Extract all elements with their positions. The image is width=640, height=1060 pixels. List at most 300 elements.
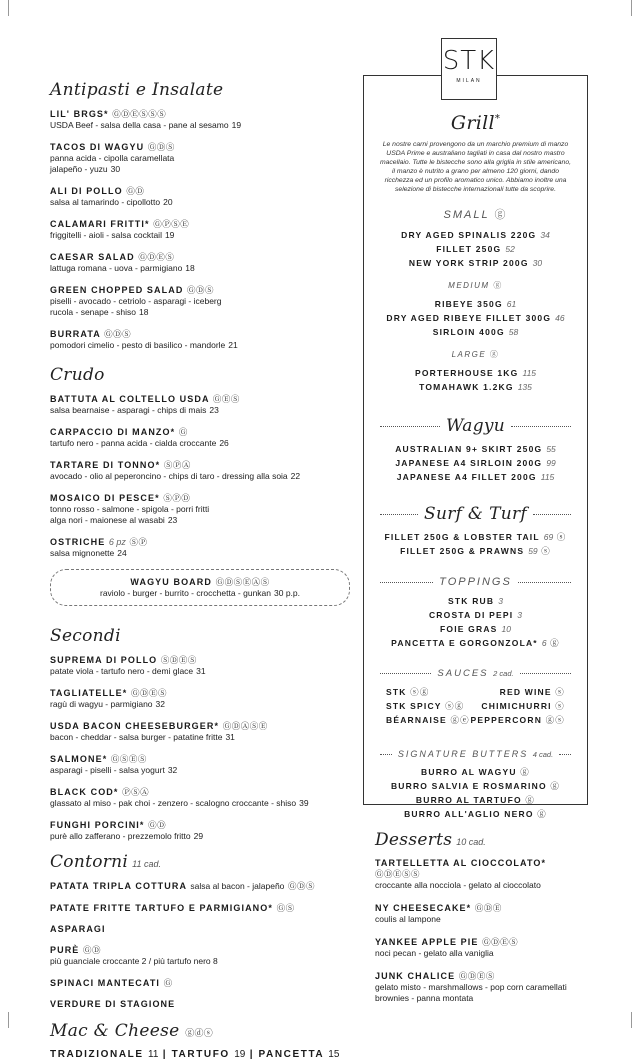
item-name: FILLET 250G [436,244,502,254]
item-price: 19 [231,120,242,130]
item-desc: salsa bearnaise - asparagi - chips di mais [50,405,207,415]
menu-item-name [50,284,350,296]
allergen-icons: ⓖⓓⓢ [185,1028,214,1038]
item-price: 31 [225,732,235,742]
item-desc-inline: salsa al bacon - jalapeño [190,881,285,891]
section-title-desserts: Desserts 10 cad. [375,830,486,850]
menu-item [50,141,350,175]
allergen-icons: ⓖⓢ [545,715,565,725]
item-name: BURRO AL WAGYU [421,767,517,777]
grill-item [374,807,577,821]
grill-item [374,228,577,242]
grill-item [374,380,577,394]
menu-item [50,393,350,416]
allergen-icons: ⓖⓔ [450,715,470,725]
allergen-icons: ⒼⓈⒺⓈ [110,754,147,764]
secondi-list [50,654,350,842]
menu-item-name [50,108,350,120]
grill-intro: Le nostre carni provengono da un marchio premium di manzo USDA Prime e australiano tagliati in casa dal nostro mastro macellaio. Tutte le bistecche sono alla griglia in stile americano, il manzo è nutrito a grano per almeno 120 giorni, dando ricchezza ed un profilo aromatico unico. Abbiamo inoltre una selezione di bistecche internazionali tutte da scoprire. [379,141,572,193]
item-desc: glassato al miso - pak choi - zenzero - scalogno croccante - shiso [50,798,297,808]
allergen-icons: ⓖ [537,809,547,819]
item-price: 18 [139,307,149,317]
item-name: ALI DI POLLO [50,186,123,196]
menu-item [50,218,350,241]
dessert-item [375,936,590,959]
item-name: BURRO AL TARTUFO [415,795,522,805]
item-price: 30 [532,258,543,268]
item-name: ASPARAGI [50,924,106,934]
menu-item [50,924,350,934]
desserts-price: 10 cad. [456,837,486,847]
sauce-item [386,713,470,727]
crop-mark [8,0,9,16]
item-name: USDA BACON CHEESEBURGER* [50,721,220,731]
item-name: BLACK COD* [50,787,119,797]
item-name: FILLET 250G & PRAWNS [400,546,525,556]
allergen-icons: ⒼⒹⒺⓈⓈ [375,869,421,879]
grill-item [374,256,577,270]
menu-item-desc [50,438,350,449]
wagyu-divider [374,416,577,436]
item-name: LIL' BRGS* [50,109,109,119]
toppings-divider [374,576,577,588]
item-name: SUPREMA DI POLLO [50,655,158,665]
item-name: DRY AGED SPINALIS 220G [401,230,537,240]
item-desc: salsa al tamarindo - cipollotto [50,197,161,207]
sauces-divider [374,668,577,679]
grill-item [374,779,577,793]
mac-item-name: TRADIZIONALE [50,1049,144,1060]
item-name: FUNGHI PORCINI* [50,820,145,830]
menu-item-desc [50,798,350,809]
item-desc: lattuga romana - uova - parmigiano [50,263,183,273]
item-name: MOSAICO DI PESCE* [50,493,160,503]
allergen-icons: ⒼⓈ [276,903,295,913]
item-price: 32 [167,765,178,775]
item-name: BÉARNAISE [386,715,447,725]
item-price: 69 [543,532,554,542]
menu-item [50,819,350,842]
grill-small-list [374,228,577,270]
menu-item-name [50,654,350,666]
menu-item-desc [50,120,350,131]
wagyu-board-box [50,569,350,606]
section-title-secondi: Secondi [50,626,121,646]
menu-item [50,753,350,776]
menu-item [50,902,350,914]
menu-item-name [50,786,350,798]
allergen-icons: ⓢ [555,701,565,711]
item-desc-2: brownies - panna montata [375,993,474,1003]
menu-item-desc [50,765,350,776]
item-name: PEPPERCORN [470,715,543,725]
item-desc: bacon - cheddar - salsa burger - patatine fritte [50,732,223,742]
item-price: 19 [164,230,175,240]
grill-large-list [374,366,577,394]
menu-item-desc [50,666,350,677]
item-desc: asparagi - piselli - salsa yogurt [50,765,165,775]
item-name: BURRO SALVIA E ROSMARINO [390,781,547,791]
menu-item-desc [50,153,350,175]
menu-item [50,654,350,677]
menu-item-desc [50,471,350,482]
menu-item-desc [50,296,350,318]
mac-line: TRADIZIONALE 11 | TARTUFO 19 | PANCETTA 15 [50,1049,340,1060]
grill-item [374,242,577,256]
desserts-section [375,830,590,1015]
allergen-icons: ⓢⓖ [445,701,465,711]
item-name: JAPANESE A4 SIRLOIN 200G [395,458,543,468]
item-name: OSTRICHE [50,537,106,547]
sauces-right [471,685,565,727]
menu-item-desc [50,197,350,208]
item-name: TACOS DI WAGYU [50,142,145,152]
menu-item-desc [50,263,350,274]
menu-item-desc [50,340,350,351]
allergen-icons: ⒼⒹⒺⓈⓈⓈ [112,109,167,119]
item-name: NEW YORK STRIP 200G [408,258,529,268]
allergen-icons: ⓈⒹⒺⓈ [160,655,197,665]
menu-item-name [50,426,350,438]
item-desc: friggitelli - aioli - salsa cocktail [50,230,162,240]
butters-divider [374,749,577,759]
menu-item [50,977,350,989]
item-price: 61 [506,299,517,309]
item-price: 29 [193,831,204,841]
item-price: 20 [163,197,173,207]
grill-item [374,366,577,380]
item-desc: coulis al lampone [375,914,441,924]
menu-item-name [50,141,350,153]
item-desc: panna acida - cipolla caramellata [50,153,175,163]
allergen-icons: ⒼⒹⒺ [474,903,502,913]
item-desc: salsa mignonette [50,548,115,558]
item-name: STK [386,687,407,697]
item-name: TARTARE DI TONNO* [50,460,161,470]
allergen-icons: ⒼⒹⓈ [147,142,175,152]
dessert-item [375,902,590,925]
section-title-toppings: TOPPINGS [439,576,512,588]
item-price: 59 [528,546,538,556]
menu-item-desc [50,732,350,743]
menu-item-name [50,753,350,765]
menu-item-desc [50,230,350,241]
item-name: CAESAR SALAD [50,252,135,262]
item-price: 99 [546,458,556,468]
mac-item-price: 11 [148,1049,159,1060]
menu-item [50,786,350,809]
item-name: SIRLOIN 400G [432,327,505,337]
item-price: 135 [517,382,532,392]
item-desc: pomodori cimelio - pesto di basilico - mandorle [50,340,226,350]
item-desc: noci pecan - gelato alla vaniglia [375,948,494,958]
sauce-item [471,699,565,713]
grill-small-label: SMALL ⓖ [443,209,508,221]
item-name: JUNK CHALICE [375,971,456,981]
toppings-list [374,594,577,650]
grill-item [374,636,577,650]
item-desc: più guanciale croccante 2 / più tartufo nero 8 [50,956,218,966]
item-name: TARTELLETTA AL CIOCCOLATO* [375,858,547,868]
menu-item-desc [375,914,590,925]
item-name: PANCETTA E GORGONZOLA* [391,638,538,648]
allergen-icons: ⒼⒹ [83,945,102,955]
mac-item-price: 15 [328,1049,340,1060]
allergen-icons: ⓖ [520,767,530,777]
item-desc: tonno rosso - salmone - spigola - porri fritti [50,504,210,514]
allergen-icons: ⒼⒹⓈ [104,329,132,339]
item-desc: piselli - avocado - cetriolo - asparagi - iceberg [50,296,222,306]
dessert-item [375,970,590,1004]
item-price: 115 [540,472,555,482]
item-name: BATTUTA AL COLTELLO USDA [50,394,210,404]
crop-mark [631,0,632,16]
menu-item-name [50,999,350,1009]
menu-item [50,687,350,710]
item-name: VERDURE DI STAGIONE [50,999,176,1009]
allergen-icons: ⒼⒹⓈ [288,881,316,891]
item-name: STK SPICY [386,701,442,711]
menu-item-desc [375,982,590,1004]
contorni-price: 11 cad. [132,859,162,869]
mac-item-name: TARTUFO [171,1049,230,1060]
menu-item-desc [50,831,350,842]
allergen-icons: ⒼⒺⓈ [212,394,240,404]
grill-item [374,793,577,807]
allergen-icons: ⓅⓈⒶ [122,787,150,797]
item-name: BURRATA [50,329,101,339]
allergen-icons: ⓈⓅ [129,537,148,547]
menu-item-desc: raviolo - burger - burrito - crocchetta - gunkan 30 p.p. [99,588,301,598]
grill-item [374,325,577,339]
section-title-mac: Mac & Cheese ⓖⓓⓢ [50,1021,214,1041]
item-price: 34 [540,230,550,240]
menu-item-name [50,880,350,892]
grill-medium-label: MEDIUM ⓖ [448,281,503,290]
sauces-left [386,685,470,727]
allergen-icons: ⓢ [555,687,565,697]
menu-item [50,284,350,318]
item-name: CHIMICHURRI [481,701,552,711]
menu-item-name [50,902,350,914]
menu-item-desc [50,548,350,559]
crudo-list [50,393,350,559]
allergen-icons: ⒼⒹⒺⓈ [138,252,175,262]
item-desc: patate viola - tartufo nero - demi glace [50,666,194,676]
item-name: RIBEYE 350G [434,299,503,309]
butters-list [374,765,577,821]
allergen-icons: ⒼⒹⒺⓈ [458,971,495,981]
menu-item-desc [50,504,350,526]
menu-item [50,999,350,1009]
allergen-icons: ⓖ [525,795,536,805]
menu-item-desc [50,405,350,416]
allergen-icons: ⓖ [550,781,561,791]
menu-item-name [50,492,350,504]
dessert-item [375,858,590,891]
item-price: 52 [505,244,515,254]
allergen-icons: Ⓖ [163,978,173,988]
item-desc: purè allo zafferano - prezzemolo fritto [50,831,191,841]
grill-item [374,765,577,779]
grill-medium-list [374,297,577,339]
item-desc: USDA Beef - salsa della casa - pane al sesamo [50,120,229,130]
grill-large-label: LARGE ⓖ [451,350,500,359]
grill-item [374,456,577,470]
item-price: 24 [117,548,127,558]
item-desc-2: alga nori - maionese al wasabi [50,515,165,525]
section-title-butters: SIGNATURE BUTTERS 4 cad. [397,749,554,759]
surf-list [374,530,577,558]
item-name: YANKEE APPLE PIE [375,937,479,947]
item-name: SPINACI MANTECATI [50,978,161,988]
section-title-sauces: SAUCES 2 cad. [437,668,514,679]
item-price: 3 [517,610,523,620]
item-name: NY CHEESECAKE* [375,903,472,913]
menu-item-name [50,977,350,989]
allergen-icons: ⓢⓖ [410,687,430,697]
menu-item-name [375,858,590,880]
sauce-item [471,713,565,727]
menu-item [50,251,350,274]
menu-item [50,426,350,449]
item-desc: tartufo nero - panna acida - cialda croccante [50,438,217,448]
allergen-icons: ⓈⓅⒶ [163,460,191,470]
section-title-contorni: Contorni 11 cad. [50,852,162,872]
menu-item [50,328,350,351]
menu-item-desc [50,699,350,710]
menu-item-name [50,924,350,934]
menu-item [50,108,350,131]
item-name: CALAMARI FRITTI* [50,219,150,229]
menu-item [50,459,350,482]
item-desc-2: rucola - senape - shiso [50,307,136,317]
item-name: RED WINE [499,687,552,697]
item-desc: croccante alla nocciola - gelato al cioccolato [375,880,541,890]
item-price: 31 [196,666,206,676]
grill-item [374,470,577,484]
menu-item-name [375,970,590,982]
item-price: 21 [228,340,238,350]
menu-item-name [375,902,590,914]
grill-item [374,594,577,608]
item-name: PORTERHOUSE 1KG [414,368,519,378]
menu-item-name [50,393,350,405]
allergen-icons: Ⓖ [178,427,188,437]
allergen-icons: ⓖ [550,638,560,648]
sauce-item [386,685,470,699]
grill-item [374,530,577,544]
grill-item [374,297,577,311]
item-desc-2: jalapeño - yuzu [50,164,108,174]
menu-item-name [50,687,350,699]
antipasti-list [50,108,350,351]
wagyu-list [374,442,577,484]
grill-item [374,311,577,325]
item-name: FOIE GRAS [439,624,498,634]
allergen-icons: ⓢ [541,546,551,556]
item-price: 115 [522,368,537,378]
allergen-icons: ⓢ [556,532,567,542]
sauce-item [386,699,470,713]
menu-item-desc [50,956,350,967]
item-price: 32 [155,699,165,709]
section-title-surf: Surf & Turf [424,504,527,524]
left-column [50,80,350,1060]
menu-item [50,536,350,559]
section-title-grill: Grill* [450,112,501,134]
menu-item-name [50,536,350,548]
sauces-grid [374,685,577,727]
sauce-item [471,685,565,699]
item-name: DRY AGED RIBEYE FILLET 300G [386,313,552,323]
menu-item-name [375,936,590,948]
menu-item-desc [375,948,590,959]
item-price: 46 [555,313,565,323]
item-desc: gelato misto - marshmallows - pop corn caramellati [375,982,567,992]
section-title-wagyu: Wagyu [445,416,506,436]
allergen-icons: ⒼⒹⒶⓈⒺ [222,721,268,731]
allergen-icons: ⒼⒹⒺⓈ [130,688,167,698]
grill-item [374,442,577,456]
mac-item-price: 19 [234,1049,246,1060]
crop-mark [8,1012,9,1028]
item-name: PATATE FRITTE TARTUFO E PARMIGIANO* [50,903,273,913]
menu-item [50,720,350,743]
crop-mark [631,1012,632,1028]
stk-logo: STK MILAN [441,38,497,100]
menu-item [50,185,350,208]
item-price: 18 [185,263,195,273]
item-price: 6 [541,638,547,648]
item-price: 22 [290,471,301,481]
menu-item-name [50,459,350,471]
menu-item [50,880,350,892]
item-desc: avocado - olio al peperoncino - chips di taro - dressing alla soia [50,471,288,481]
section-title-antipasti: Antipasti e Insalate [50,80,224,100]
menu-item-name [50,185,350,197]
item-name: CARPACCIO DI MANZO* [50,427,176,437]
menu-item-desc [375,880,590,891]
item-name: BURRO ALL'AGLIO NERO [404,809,534,819]
menu-item-name [50,328,350,340]
item-name: GREEN CHOPPED SALAD [50,285,184,295]
grill-item [374,622,577,636]
menu-item [50,492,350,526]
item-name: FILLET 250G & LOBSTER TAIL [384,532,540,542]
allergen-icons: ⓈⓅⒹ [163,493,191,503]
grill-box [363,75,588,819]
menu-item-name [50,218,350,230]
menu-item-name [50,944,350,956]
menu-item-name [50,251,350,263]
allergen-icons: ⒼⒹⓈ [187,285,215,295]
menu-item-name: WAGYU BOARD ⒼⒹⓈⒺⒶⓈ [130,577,270,587]
desserts-list [375,858,590,1004]
section-title-crudo: Crudo [50,365,105,385]
grill-item [374,544,577,558]
menu-item-name [50,819,350,831]
grill-item [374,608,577,622]
item-name: SALMONE* [50,754,108,764]
item-name: CROSTA DI PEPI [428,610,514,620]
contorni-list [50,880,350,1009]
surf-divider [374,504,577,524]
item-name: PURÈ [50,945,80,955]
item-price: 10 [501,624,512,634]
item-price: 55 [546,444,556,454]
item-size: 6 pz [108,537,126,547]
